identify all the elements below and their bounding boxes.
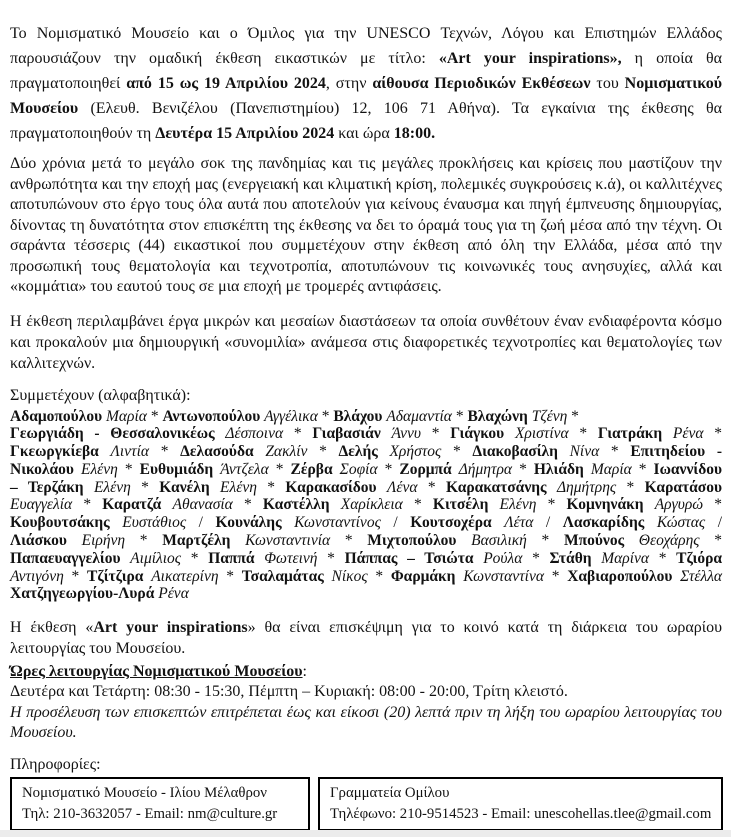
participants-heading: Συμμετέχουν (αλφαβητικά): bbox=[10, 386, 191, 404]
participants-line-11: Χατζηγεωργίου-Λυρά Ρένα bbox=[10, 585, 189, 603]
context-paragraph: Δύο χρόνια μετά το μεγάλο σοκ της πανδημίας και τις μεγάλες προκλήσεις και κρίσεις που μαστίζουν την ανθρωπότητα και την εποχή μας (ενεργειακή και κλιματική κρίση, πολεμικές συγκρούσεις κ.ά), οι καλλιτέχνες αποτυπώνουν στο έργο τους όλα αυτά που αποτελούν για κείνους έναυσμα και πηγή έμπνευσης δημιουργίας, δίνοντας τη δυνατότητα στον επισκέπτη της έκθεσης να δει το όραμά τους για τη ζωή μέσα από την τέχνη. Οι σαράντα τέσσερις (44) εικαστικοί που συμμετέχουν στην έκθεση από όλη την Ελλάδα, μέσα από την προσωπική τους θεματολογία και τεχνοτροπία, αποτυπώνουν τις κοινωνικές τους ανησυχίες, αλλά και «κομμάτια» του εαυτού τους σε μια εποχή με τρομερές αντιφάσεις. bbox=[10, 155, 722, 295]
participants-list bbox=[10, 408, 722, 604]
participants-line-1: Αδαμοπούλου Μαρία * Αντωνοπούλου Αγγέλικα * Βλάχου Αδαμαντία * Βλαχώνη Τζένη * bbox=[10, 407, 579, 425]
participants-line-8: Λιάσκου Ειρήνη * Μαρτζέλη Κωνσταντινία * Μιχτοπούλου Βασιλική * Μπούνος Θεοχάρης * bbox=[10, 532, 723, 550]
intro-paragraph: Το Νομισματικό Μουσείο και ο Όμιλος για την UNESCO Τεχνών, Λόγου και Επιστημών Ελλάδος παρουσιάζουν την ομαδική έκθεση εικαστικών με τίτλο: «Art your inspirations», η οποία θα πραγματοποιηθεί από 15 ως 19 Απριλίου 2024, στην αίθουσα Περιοδικών Εκθέσεων του Νομισματικού Μουσείου (Ελευθ. Βενιζέλου (Πανεπιστημίου) 12, 106 71 Αθήνα). Τα εγκαίνια της έκθεσης θα πραγματοποιηθούν τη Δευτέρα 15 Απριλίου 2024 και ώρα 18:00. bbox=[10, 25, 723, 142]
bottom-strip bbox=[0, 830, 731, 837]
museum-contact-box bbox=[10, 777, 310, 831]
exhibition-description-paragraph: Η έκθεση περιλαμβάνει έργα μικρών και μεσαίων διαστάσεων τα οποία συνθέτουν έναν ενδιαφέροντα κόσμο και προκαλούν μια δημιουργική «συνομιλία» ανάμεσα στις διαφορετικές τεχνοτροπίες και θεματολογίες των καλλιτεχνών. bbox=[10, 312, 722, 372]
opening-hours-schedule: Δευτέρα και Τετάρτη: 08:30 - 15:30, Πέμπτη – Κυριακή: 08:00 - 20:00, Τρίτη κλειστό. bbox=[10, 683, 568, 701]
museum-contact-details: Τηλ: 210-3632057 - Email: nm@culture.gr bbox=[22, 806, 278, 823]
contact-boxes bbox=[10, 777, 722, 831]
museum-contact-title: Νομισματικό Μουσείο - Ιλίου Μέλαθρον bbox=[22, 785, 267, 802]
participants-line-3: Γκεωργκίεβα Λιντία * Δελασούδα Ζακλίν * Δελής Χρήστος * Διακοβασίλη Νίνα * Επιτηδείου - bbox=[10, 443, 723, 461]
secretariat-contact-box bbox=[318, 777, 723, 831]
participants-line-5: – Τερζάκη Ελένη * Κανέλη Ελένη * Καρακασίδου Λένα * Καρακατσάνης Δημήτρης * Καρατάσου bbox=[10, 478, 723, 496]
participants-line-10: Αντιγόνη * Τζίτζιρα Αικατερίνη * Τσαλαμάτας Νίκος * Φαρμάκη Κωνσταντίνα * Χαβιαροπούλου Στέλλα bbox=[10, 567, 723, 585]
secretariat-contact-title: Γραμματεία Ομίλου bbox=[330, 785, 450, 802]
participants-line-7: Κουβουτσάκης Ευστάθιος / Κουνάλης Κωνσταντίνος / Κουτσοχέρα Λέτα / Λασκαρίδης Κώστας / bbox=[10, 514, 723, 532]
visiting-paragraph: Η έκθεση «Art your inspirations» θα είναι επισκέψιμη για το κοινό κατά τη διάρκεια του ωραρίου λειτουργίας του Μουσείου. bbox=[10, 619, 722, 657]
secretariat-contact-details: Τηλέφωνο: 210-9514523 - Email: unescohellas.tlee@gmail.com bbox=[330, 806, 712, 823]
participants-line-2: Γεωργιάδη - Θεσσαλονικέως Δέσποινα * Γιαβασιάν Άννυ * Γιάγκου Χριστίνα * Γιατράκη Ρένα * bbox=[10, 425, 722, 443]
opening-hours-heading: Ώρες λειτουργίας Νομισματικού Μουσείου: bbox=[10, 663, 307, 681]
participants-line-9: Παπαευαγγελίου Αιμίλιος * Παππά Φωτεινή * Πάππας – Τσιώτα Ρούλα * Στάθη Μαρίνα * Τζιόρα bbox=[10, 549, 723, 567]
entry-notice-paragraph: Η προσέλευση των επισκεπτών επιτρέπεται έως και είκοσι (20) λεπτά πριν τη λήξη του ωραρίου λειτουργίας του Μουσείου. bbox=[10, 703, 722, 742]
participants-line-6: Ευαγγελία * Καρατζά Αθανασία * Καστέλλη Χαρίκλεια * Κιτσέλη Ελένη * Κομνηνάκη Αργυρώ * bbox=[10, 496, 722, 514]
participants-line-4: Νικολάου Ελένη * Ευθυμιάδη Άντζελα * Ζέρβα Σοφία * Ζορμπά Δήμητρα * Ηλιάδη Μαρία * Ιωαννίδου bbox=[10, 460, 723, 478]
information-label: Πληροφορίες: bbox=[10, 755, 101, 773]
